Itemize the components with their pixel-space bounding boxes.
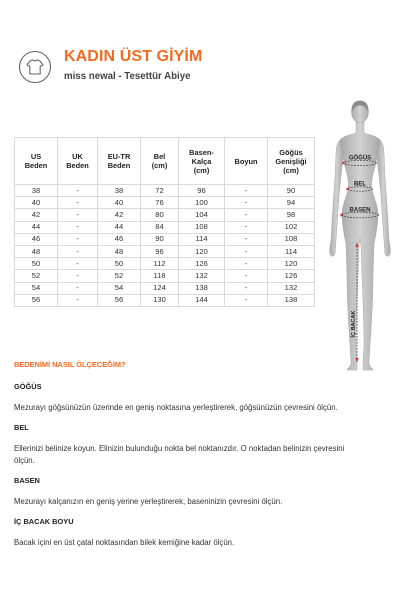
cell-uk: - [58,294,98,306]
guide-section-inseam [14,516,356,549]
header-eu-tr: EU-TR Beden [98,138,141,185]
cell-neck: - [225,282,268,294]
cell-uk: - [58,282,98,294]
cell-chest: 98 [268,209,315,221]
cell-neck: - [225,197,268,209]
cell-eu-tr: 38 [98,185,141,197]
chest-label: GÖĞÜS [348,155,372,162]
size-row [15,197,315,209]
cell-uk: - [58,270,98,282]
cell-hip: 120 [179,245,225,257]
cell-hip: 96 [179,185,225,197]
header-neck: Boyun [225,138,268,185]
cell-chest: 102 [268,221,315,233]
size-table [14,137,315,307]
cell-hip: 126 [179,258,225,270]
cell-waist: 130 [141,294,179,306]
guide-title: BEDENİMİ NASIL ÖLÇECEĞİM? [14,360,126,369]
guide-text: Bacak içini en üst çatal noktasından bilek kemiğine kadar ölçün. [14,538,235,547]
size-table-header-row [15,138,315,185]
cell-hip: 114 [179,233,225,245]
cell-chest: 90 [268,185,315,197]
cell-waist: 124 [141,282,179,294]
cell-uk: - [58,221,98,233]
guide-heading: İÇ BACAK BOYU [14,517,74,526]
left-arm [330,139,343,256]
guide-heading: BEL [14,423,29,432]
guide-text: Ellerinizi belinize koyun. Elinizin bulunduğu nokta bel noktanızdır. O noktadan belinizin çevresini ölçün. [14,444,345,465]
measuring-guide [14,359,356,557]
cell-hip: 138 [179,282,225,294]
cell-eu-tr: 42 [98,209,141,221]
header-hip: Basen- Kalça (cm) [179,138,225,185]
cell-us: 42 [15,209,58,221]
cell-neck: - [225,221,268,233]
cell-hip: 108 [179,221,225,233]
cell-eu-tr: 56 [98,294,141,306]
size-row [15,185,315,197]
hip-label: BASEN [349,207,371,214]
cell-uk: - [58,197,98,209]
cell-neck: - [225,209,268,221]
cell-waist: 72 [141,185,179,197]
tshirt-icon-shape [27,60,43,74]
cell-us: 50 [15,258,58,270]
cell-us: 44 [15,221,58,233]
size-table-head [15,138,315,185]
cell-uk: - [58,209,98,221]
cell-eu-tr: 46 [98,233,141,245]
waist-label: BEL [354,181,366,188]
size-row [15,282,315,294]
cell-us: 38 [15,185,58,197]
header-us: US Beden [15,138,58,185]
size-row [15,270,315,282]
cell-chest: 120 [268,258,315,270]
cell-chest: 114 [268,245,315,257]
header-chest: Göğüs Genişliği (cm) [268,138,315,185]
cell-us: 48 [15,245,58,257]
size-row [15,221,315,233]
cell-chest: 138 [268,294,315,306]
cell-chest: 132 [268,282,315,294]
guide-text: Mezurayı göğsünüzün üzerinde en geniş noktasına yerleştirerek, göğsünüzün çevresini ölçün. [14,403,338,412]
cell-waist: 90 [141,233,179,245]
size-row [15,294,315,306]
cell-waist: 76 [141,197,179,209]
cell-waist: 118 [141,270,179,282]
body-silhouette [330,101,391,370]
cell-chest: 108 [268,233,315,245]
page-title: KADIN ÜST GİYİM [64,48,203,65]
cell-waist: 84 [141,221,179,233]
cell-hip: 100 [179,197,225,209]
page-subtitle: miss newal - Tesettür Abiye [64,71,191,82]
cell-us: 54 [15,282,58,294]
header-waist: Bel (cm) [141,138,179,185]
guide-text: Mezurayı kalçanızın en geniş yerine yerleştirerek, baseninizin çevresini ölçün. [14,497,283,506]
guide-heading: GÖĞÜS [14,382,42,391]
cell-neck: - [225,245,268,257]
cell-neck: - [225,270,268,282]
cell-hip: 132 [179,270,225,282]
size-row [15,258,315,270]
guide-heading: BASEN [14,476,40,485]
cell-neck: - [225,258,268,270]
cell-chest: 94 [268,197,315,209]
size-row [15,209,315,221]
cell-neck: - [225,185,268,197]
cell-us: 52 [15,270,58,282]
size-row [15,245,315,257]
cell-uk: - [58,185,98,197]
cell-us: 40 [15,197,58,209]
size-table-body [15,185,315,307]
cell-eu-tr: 50 [98,258,141,270]
cell-eu-tr: 54 [98,282,141,294]
guide-section-chest [14,381,356,414]
cell-us: 56 [15,294,58,306]
tshirt-icon [18,50,52,84]
cell-waist: 112 [141,258,179,270]
cell-neck: - [225,294,268,306]
cell-eu-tr: 44 [98,221,141,233]
guide-section-waist [14,422,356,467]
cell-waist: 80 [141,209,179,221]
cell-uk: - [58,245,98,257]
tshirt-icon-circle [20,52,51,83]
cell-eu-tr: 40 [98,197,141,209]
inseam-label: İÇ BACAK [351,310,357,338]
header-uk: UK Beden [58,138,98,185]
cell-us: 46 [15,233,58,245]
cell-hip: 104 [179,209,225,221]
cell-waist: 96 [141,245,179,257]
cell-chest: 126 [268,270,315,282]
cell-eu-tr: 52 [98,270,141,282]
cell-hip: 144 [179,294,225,306]
cell-uk: - [58,233,98,245]
cell-uk: - [58,258,98,270]
cell-eu-tr: 48 [98,245,141,257]
body-measurement-diagram [320,96,400,376]
size-row [15,233,315,245]
right-arm [377,139,390,256]
guide-section-hip [14,475,356,508]
cell-neck: - [225,233,268,245]
